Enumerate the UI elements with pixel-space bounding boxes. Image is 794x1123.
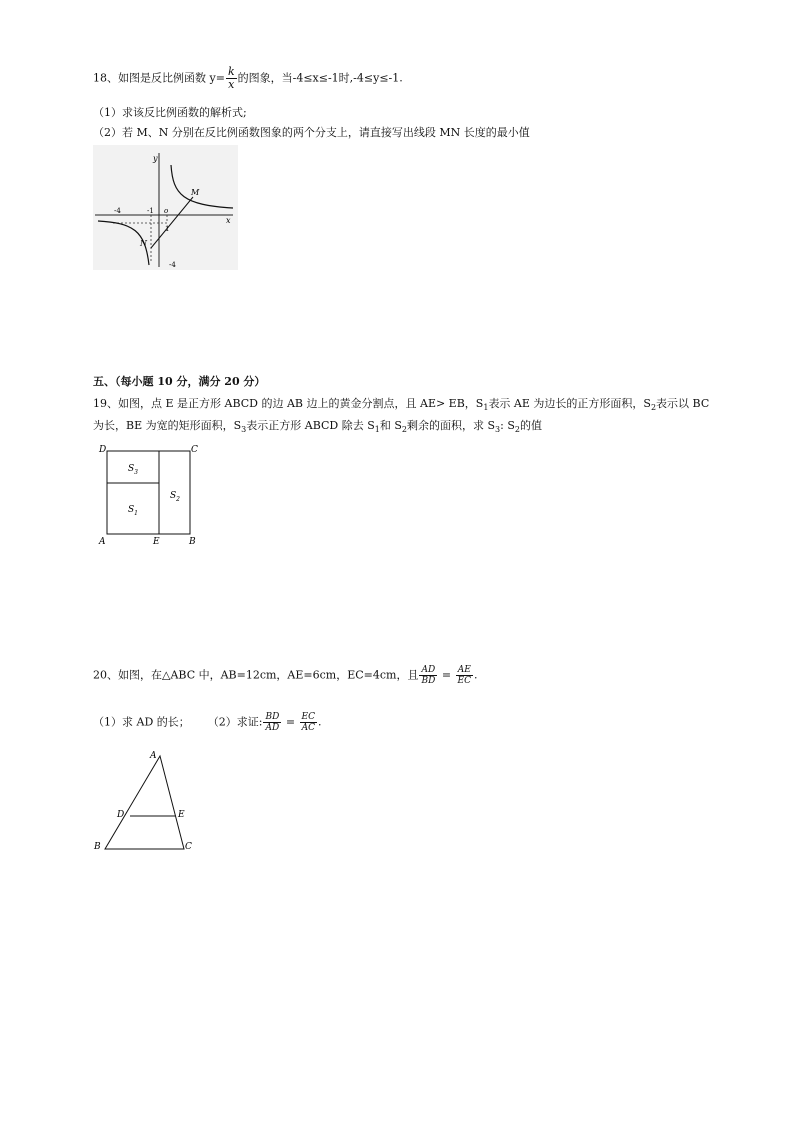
label-s2: $S_2$ [170,491,180,503]
q20-stem-before: 20、如图，在△ABC 中，AB=12cm，AE=6cm，EC=4cm，且 [93,668,419,682]
q19-sub-s3b: 3 [495,425,501,435]
q19-line1-c: 表示以 BC [656,397,710,410]
q19-sub-s1b: 1 [374,425,380,435]
q19-line2-d: 剩余的面积，求 S [406,419,496,432]
q19-line2-c: 和 S [379,419,402,432]
q19-line1-a: 19、如图，点 E 是正方形 ABCD 的边 AB 边上的黄金分割点，且 AE> EB，S [93,397,484,410]
label-a: A [150,751,157,761]
q19-sub-s2: 2 [650,403,657,413]
label-a: A [99,537,106,547]
label-m: M [191,188,200,197]
q19-line2-a: 为长，BE 为宽的矩形面积，S [93,419,242,432]
q20-equals-2: = [285,715,296,729]
q18-figure-hyperbola [93,145,238,270]
label-e: E [153,537,160,547]
label-n: N [140,239,147,248]
q19-line1 [93,397,709,415]
q18-part1: （1）求该反比例函数的解析式; [93,106,247,119]
q18-fraction-numerator: k [227,65,235,78]
q20-f2-num: AE [456,665,473,676]
q20-f2-den: EC [457,676,471,686]
q20-fraction-ec-ac [300,712,317,733]
label-b: B [189,537,196,547]
label-s3: $S_3$ [128,464,138,476]
q20-f3-num: BD [265,712,280,722]
q20-fraction-bd-ad [263,712,281,733]
q20-stem-end: . [474,668,478,682]
q19-figure-square [95,442,205,550]
q18-fraction-denominator: x [228,78,235,91]
q20-f1-den: BD [421,676,436,686]
q18-part2: （2）若 M、N 分别在反比例函数图象的两个分支上，请直接写出线段 MN 长度的最小值 [93,126,530,139]
label-e: E [178,810,185,820]
q20-equals: = [441,668,452,682]
q18-stem-before: 18、如图是反比例函数 y= [93,71,225,85]
label-b: B [94,842,101,852]
section-5-title: 五、（每小题 10 分，满分 20 分） [93,375,266,388]
label-s1: $S_1$ [128,505,138,517]
label-neg4-x: -4 [114,207,121,215]
q20-stem [93,665,478,686]
triangle-abc [105,756,184,849]
label-c: C [191,445,198,455]
q19-line2-e: : S [500,419,515,432]
q19-sub-s2c: 2 [514,425,520,435]
q18-stem-after: 的图象，当-4≤x≤-1时,-4≤y≤-1. [237,71,403,85]
q19-sub-s3: 3 [241,425,247,435]
label-c: C [185,842,192,852]
q19-line2-b: 表示正方形 ABCD 除去 S [246,419,375,432]
q20-part2-end: . [318,715,322,729]
q20-f4-den: AC [301,723,315,733]
q20-f4-num: EC [301,712,316,722]
q20-parts [93,712,322,733]
q19-line1-b: 表示 AE 为边长的正方形面积，S [488,397,651,410]
q20-f3-den: AD [265,723,280,733]
q18-fraction [226,66,237,91]
q19-line2 [93,419,542,437]
q20-part1: （1）求 AD 的长； [93,715,190,729]
q20-part2: （2）求证: [207,715,263,729]
q20-figure-triangle [92,746,207,858]
q19-sub-s1: 1 [483,403,489,413]
label-neg1-x: -1 [147,207,154,215]
q18-stem [93,66,403,91]
label-1: 1 [165,225,170,233]
q20-fraction-ae-ec [456,665,473,686]
label-d: D [99,445,107,455]
label-o: o [164,207,169,215]
q20-fraction-ad-bd [419,665,437,686]
label-neg4-y: -4 [169,261,176,269]
label-x: x [226,216,231,225]
square-abcd [107,451,190,534]
label-d: D [117,810,125,820]
q20-f1-num: AD [419,665,437,676]
q19-sub-s2b: 2 [401,425,407,435]
label-y: y [153,154,158,163]
q19-line2-f: 的值 [519,419,542,432]
